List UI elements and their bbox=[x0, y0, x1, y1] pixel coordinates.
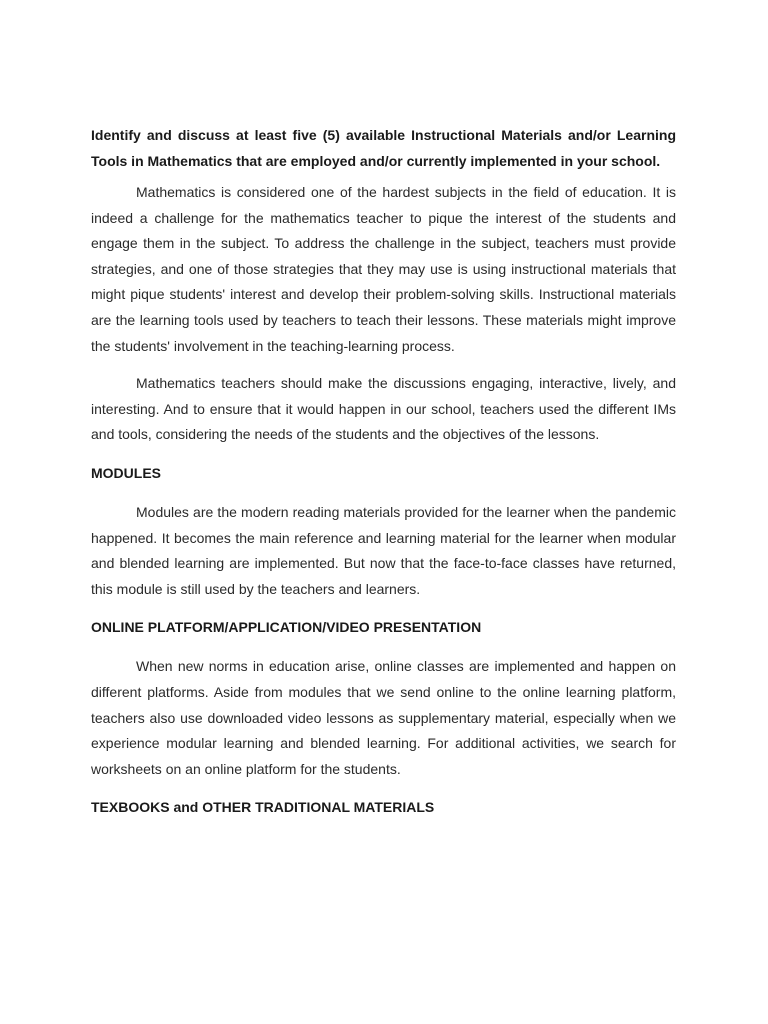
intro-paragraph-1: Mathematics is considered one of the hardest subjects in the field of education. It is indeed a challenge for the mathematics teacher to pique the interest of the students and engage them in the subject. To address the challenge in the subject, teachers must provide strategies, and one of those strategies that they may use is using instructional materials that might pique students' interest and develop their problem-solving skills. Instructional materials are the learning tools used by teachers to teach their lessons. These materials might improve the students' involvement in the teaching-learning process. bbox=[91, 184, 676, 354]
section-heading-modules: MODULES bbox=[91, 464, 161, 481]
section-heading-online-platform: ONLINE PLATFORM/APPLICATION/VIDEO PRESENTATION bbox=[91, 619, 482, 636]
intro-paragraph-2: Mathematics teachers should make the discussions engaging, interactive, lively, and interesting. And to ensure that it would happen in our school, teachers used the different IMs and tools, considering the needs of the students and the objectives of the lessons. bbox=[91, 375, 676, 443]
section-heading-textbooks: TEXBOOKS and OTHER TRADITIONAL MATERIALS bbox=[91, 799, 435, 816]
document-page bbox=[91, 122, 676, 834]
question-prompt: Identify and discuss at least five (5) available Instructional Materials and/or Learning Tools in Mathematics that are employed and/or currently implemented in your school. bbox=[91, 127, 676, 169]
section-paragraph-online-platform: When new norms in education arise, online classes are implemented and happen on different platforms. Aside from modules that we send online to the online learning platform, teachers also use downloaded video lessons as supplementary material, especially when we experience modular learning and blended learning. For additional activities, we search for worksheets on an online platform for the students. bbox=[91, 658, 676, 777]
section-paragraph-modules: Modules are the modern reading materials provided for the learner when the pandemic happened. It becomes the main reference and learning material for the learner when modular and blended learning are implemented. But now that the face-to-face classes have returned, this module is still used by the teachers and learners. bbox=[91, 503, 676, 597]
